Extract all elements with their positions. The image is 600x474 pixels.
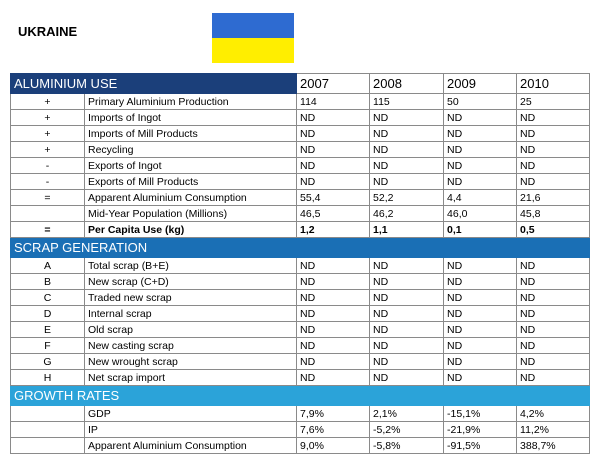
value-cell-2007: 55,4	[297, 190, 370, 206]
value-cell-2007: 7,6%	[297, 422, 370, 438]
aluminium-statistics-table	[10, 73, 590, 454]
value-cell-2008: ND	[370, 126, 444, 142]
value-cell-2010: 21,6	[517, 190, 590, 206]
value-cell-2009: ND	[444, 338, 517, 354]
growth-rates-header-row	[11, 386, 590, 406]
value-cell-2010: ND	[517, 306, 590, 322]
value-cell-2008: ND	[370, 370, 444, 386]
row-symbol	[11, 438, 85, 454]
row-label: Traded new scrap	[85, 290, 297, 306]
value-cell-2009: ND	[444, 370, 517, 386]
value-cell-2010: 4,2%	[517, 406, 590, 422]
row-label: GDP	[85, 406, 297, 422]
row-label: Exports of Ingot	[85, 158, 297, 174]
table-row	[11, 422, 590, 438]
row-label: Per Capita Use (kg)	[85, 222, 297, 238]
row-label: Total scrap (B+E)	[85, 258, 297, 274]
row-symbol: H	[11, 370, 85, 386]
value-cell-2010: ND	[517, 110, 590, 126]
scrap-generation-header-row	[11, 238, 590, 258]
value-cell-2008: ND	[370, 290, 444, 306]
value-cell-2009: 50	[444, 94, 517, 110]
table-row	[11, 258, 590, 274]
value-cell-2007: ND	[297, 370, 370, 386]
table-row	[11, 174, 590, 190]
row-symbol: E	[11, 322, 85, 338]
value-cell-2008: ND	[370, 354, 444, 370]
value-cell-2007: 46,5	[297, 206, 370, 222]
row-symbol: +	[11, 94, 85, 110]
value-cell-2008: ND	[370, 274, 444, 290]
value-cell-2007: 114	[297, 94, 370, 110]
row-symbol	[11, 422, 85, 438]
table-row	[11, 274, 590, 290]
value-cell-2009: ND	[444, 274, 517, 290]
value-cell-2008: -5,2%	[370, 422, 444, 438]
value-cell-2007: ND	[297, 354, 370, 370]
value-cell-2010: ND	[517, 290, 590, 306]
row-symbol: G	[11, 354, 85, 370]
value-cell-2008: ND	[370, 174, 444, 190]
value-cell-2010: ND	[517, 338, 590, 354]
row-label: Internal scrap	[85, 306, 297, 322]
row-label: Recycling	[85, 142, 297, 158]
row-label: Mid-Year Population (Millions)	[85, 206, 297, 222]
value-cell-2008: ND	[370, 338, 444, 354]
table-row	[11, 406, 590, 422]
value-cell-2007: ND	[297, 274, 370, 290]
value-cell-2007: 7,9%	[297, 406, 370, 422]
value-cell-2009: -15,1%	[444, 406, 517, 422]
value-cell-2009: ND	[444, 258, 517, 274]
value-cell-2008: ND	[370, 142, 444, 158]
value-cell-2010: ND	[517, 126, 590, 142]
value-cell-2008: 52,2	[370, 190, 444, 206]
year-header-2010: 2010	[517, 74, 590, 94]
table-row	[11, 438, 590, 454]
row-label: IP	[85, 422, 297, 438]
row-symbol: F	[11, 338, 85, 354]
value-cell-2008: ND	[370, 258, 444, 274]
row-label: Old scrap	[85, 322, 297, 338]
row-symbol: +	[11, 110, 85, 126]
value-cell-2009: ND	[444, 174, 517, 190]
value-cell-2009: ND	[444, 142, 517, 158]
row-symbol: B	[11, 274, 85, 290]
country-title: UKRAINE	[18, 24, 78, 39]
value-cell-2010: ND	[517, 354, 590, 370]
value-cell-2010: 388,7%	[517, 438, 590, 454]
flag-blue-stripe	[212, 13, 294, 38]
value-cell-2010: 45,8	[517, 206, 590, 222]
value-cell-2007: ND	[297, 290, 370, 306]
value-cell-2008: ND	[370, 322, 444, 338]
value-cell-2008: 2,1%	[370, 406, 444, 422]
row-symbol: D	[11, 306, 85, 322]
row-label: Primary Aluminium Production	[85, 94, 297, 110]
row-symbol: =	[11, 222, 85, 238]
value-cell-2008: 115	[370, 94, 444, 110]
row-label: New wrought scrap	[85, 354, 297, 370]
value-cell-2009: ND	[444, 354, 517, 370]
value-cell-2008: 46,2	[370, 206, 444, 222]
section-title-scrap-generation: SCRAP GENERATION	[11, 238, 590, 258]
value-cell-2009: 0,1	[444, 222, 517, 238]
row-symbol: C	[11, 290, 85, 306]
value-cell-2007: ND	[297, 338, 370, 354]
row-symbol: =	[11, 190, 85, 206]
row-label: New casting scrap	[85, 338, 297, 354]
value-cell-2008: 1,1	[370, 222, 444, 238]
value-cell-2007: ND	[297, 142, 370, 158]
value-cell-2007: ND	[297, 158, 370, 174]
row-label: Exports of Mill Products	[85, 174, 297, 190]
section-title-aluminium-use: ALUMINIUM USE	[11, 74, 297, 94]
aluminium-use-header-row	[11, 74, 590, 94]
table-row	[11, 190, 590, 206]
table-row	[11, 206, 590, 222]
row-symbol: -	[11, 158, 85, 174]
row-symbol: +	[11, 126, 85, 142]
row-label: Apparent Aluminium Consumption	[85, 438, 297, 454]
section-title-growth-rates: GROWTH RATES	[11, 386, 590, 406]
table-row	[11, 110, 590, 126]
value-cell-2010: 11,2%	[517, 422, 590, 438]
table-row	[11, 306, 590, 322]
value-cell-2010: ND	[517, 322, 590, 338]
value-cell-2009: ND	[444, 290, 517, 306]
value-cell-2010: 25	[517, 94, 590, 110]
value-cell-2009: -21,9%	[444, 422, 517, 438]
row-label: Net scrap import	[85, 370, 297, 386]
table-row	[11, 94, 590, 110]
value-cell-2009: ND	[444, 322, 517, 338]
row-symbol: -	[11, 174, 85, 190]
row-symbol: A	[11, 258, 85, 274]
year-header-2009: 2009	[444, 74, 517, 94]
table-row	[11, 158, 590, 174]
row-symbol: +	[11, 142, 85, 158]
table-row	[11, 322, 590, 338]
row-label: New scrap (C+D)	[85, 274, 297, 290]
table-row	[11, 370, 590, 386]
value-cell-2008: ND	[370, 110, 444, 126]
value-cell-2009: ND	[444, 126, 517, 142]
value-cell-2010: ND	[517, 142, 590, 158]
table-row	[11, 338, 590, 354]
row-label: Apparent Aluminium Consumption	[85, 190, 297, 206]
row-label: Imports of Ingot	[85, 110, 297, 126]
value-cell-2009: 4,4	[444, 190, 517, 206]
value-cell-2007: 1,2	[297, 222, 370, 238]
value-cell-2010: ND	[517, 274, 590, 290]
year-header-2008: 2008	[370, 74, 444, 94]
value-cell-2009: 46,0	[444, 206, 517, 222]
value-cell-2007: ND	[297, 306, 370, 322]
value-cell-2007: 9,0%	[297, 438, 370, 454]
value-cell-2010: ND	[517, 370, 590, 386]
row-label: Imports of Mill Products	[85, 126, 297, 142]
table-row	[11, 354, 590, 370]
flag-yellow-stripe	[212, 38, 294, 63]
value-cell-2010: 0,5	[517, 222, 590, 238]
year-header-2007: 2007	[297, 74, 370, 94]
table-row	[11, 290, 590, 306]
table-row	[11, 142, 590, 158]
value-cell-2007: ND	[297, 110, 370, 126]
value-cell-2008: ND	[370, 306, 444, 322]
table-row	[11, 222, 590, 238]
row-symbol	[11, 406, 85, 422]
value-cell-2009: ND	[444, 158, 517, 174]
value-cell-2009: ND	[444, 306, 517, 322]
value-cell-2010: ND	[517, 174, 590, 190]
value-cell-2010: ND	[517, 158, 590, 174]
value-cell-2009: ND	[444, 110, 517, 126]
value-cell-2010: ND	[517, 258, 590, 274]
value-cell-2007: ND	[297, 322, 370, 338]
value-cell-2007: ND	[297, 258, 370, 274]
value-cell-2008: -5,8%	[370, 438, 444, 454]
value-cell-2009: -91,5%	[444, 438, 517, 454]
value-cell-2008: ND	[370, 158, 444, 174]
row-symbol	[11, 206, 85, 222]
ukraine-flag-icon	[212, 13, 294, 63]
table-row	[11, 126, 590, 142]
value-cell-2007: ND	[297, 174, 370, 190]
value-cell-2007: ND	[297, 126, 370, 142]
